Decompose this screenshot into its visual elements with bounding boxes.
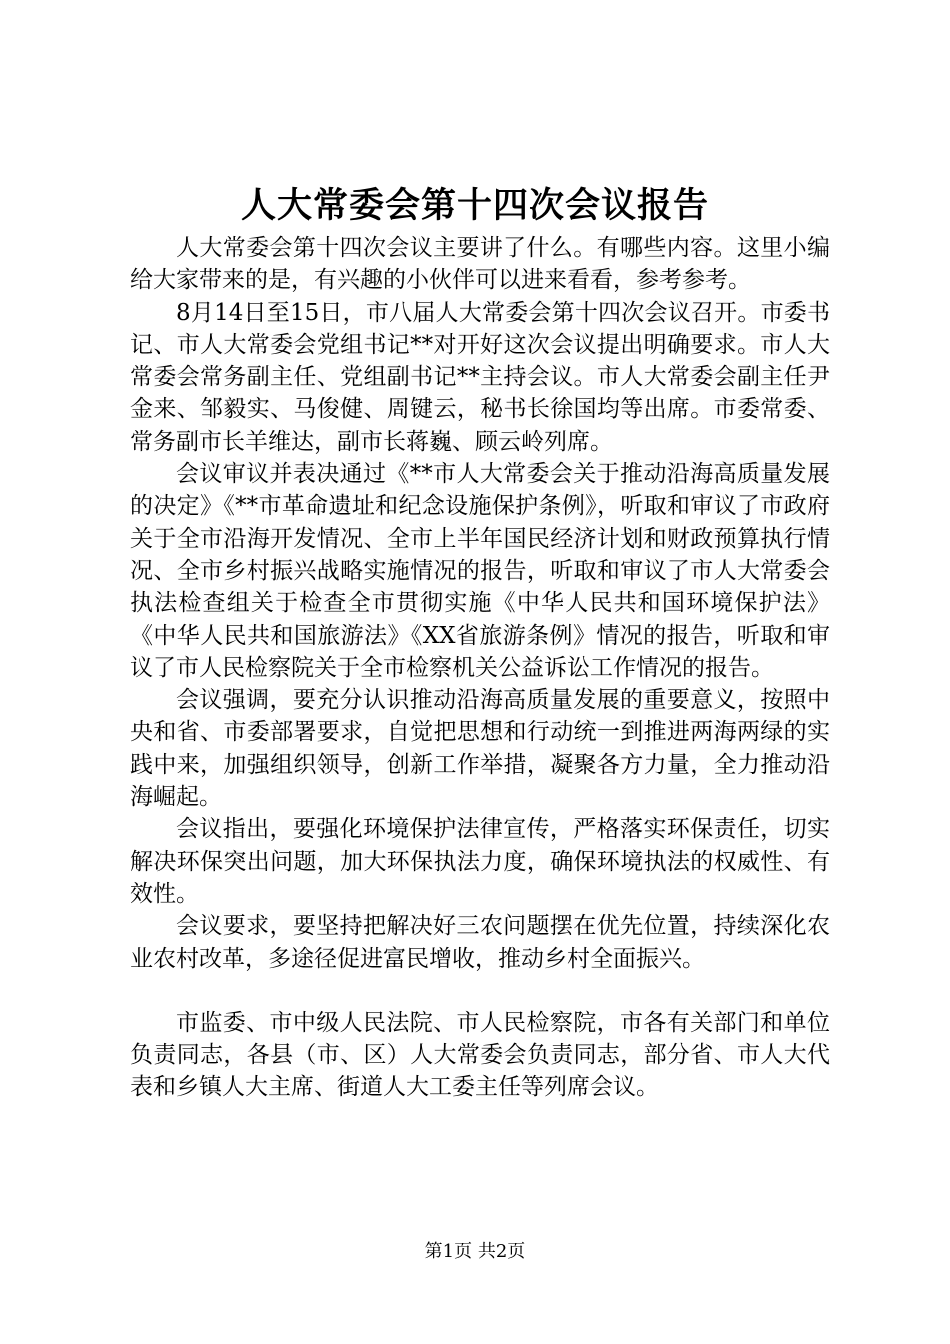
document-body bbox=[130, 232, 830, 1104]
document-title: 人大常委会第十四次会议报告 bbox=[240, 185, 709, 226]
paragraph-meeting-overview: 8月14日至15日，市八届人大常委会第十四次会议召开。市委书记、市人大常委会党组书记**对开好这次会议提出明确要求。市人大常委会常务副主任、党组副书记**主持会议。市人大常委会副主任尹金来、邹毅实、马俊健、周键云，秘书长徐国均等出席。市委常委、常务副市长羊维达，副市长蒋巍、顾云岭列席。 bbox=[130, 299, 830, 455]
paragraph-review-items: 会议审议并表决通过《**市人大常委会关于推动沿海高质量发展的决定》《**市革命遗址和纪念设施保护条例》，听取和审议了市政府关于全市沿海开发情况、全市上半年国民经济计划和财政预算执行情况、全市乡村振兴战略实施情况的报告，听取和审议了市人大常委会执法检查组关于检查全市贯彻实施《中华人民共和国环境保护法》《中华人民共和国旅游法》《XX省旅游条例》情况的报告，听取和审议了市人民检察院关于全市检察机关公益诉讼工作情况的报告。 bbox=[130, 461, 830, 681]
page-number-footer: 第1页 共2页 bbox=[424, 1241, 526, 1262]
paragraph-points-out: 会议指出，要强化环境保护法律宣传，严格落实环保责任，切实解决环保突出问题，加大环保执法力度，确保环境执法的权威性、有效性。 bbox=[130, 816, 830, 907]
paragraph-spacer bbox=[130, 975, 830, 1007]
paragraph-intro: 人大常委会第十四次会议主要讲了什么。有哪些内容。这里小编给大家带来的是，有兴趣的小伙伴可以进来看看，参考参考。 bbox=[130, 235, 830, 294]
paragraph-emphasis: 会议强调，要充分认识推动沿海高质量发展的重要意义，按照中央和省、市委部署要求，自觉把思想和行动统一到推进两海两绿的实践中来，加强组织领导，创新工作举措，凝聚各方力量，全力推动沿海崛起。 bbox=[130, 687, 830, 811]
paragraph-requirements: 会议要求，要坚持把解决好三农问题摆在优先位置，持续深化农业农村改革，多途径促进富民增收，推动乡村全面振兴。 bbox=[130, 913, 830, 972]
paragraph-attendees: 市监委、市中级人民法院、市人民检察院，市各有关部门和单位负责同志，各县（市、区）人大常委会负责同志，部分省、市人大代表和乡镇人大主席、街道人大工委主任等列席会议。 bbox=[130, 1009, 830, 1101]
